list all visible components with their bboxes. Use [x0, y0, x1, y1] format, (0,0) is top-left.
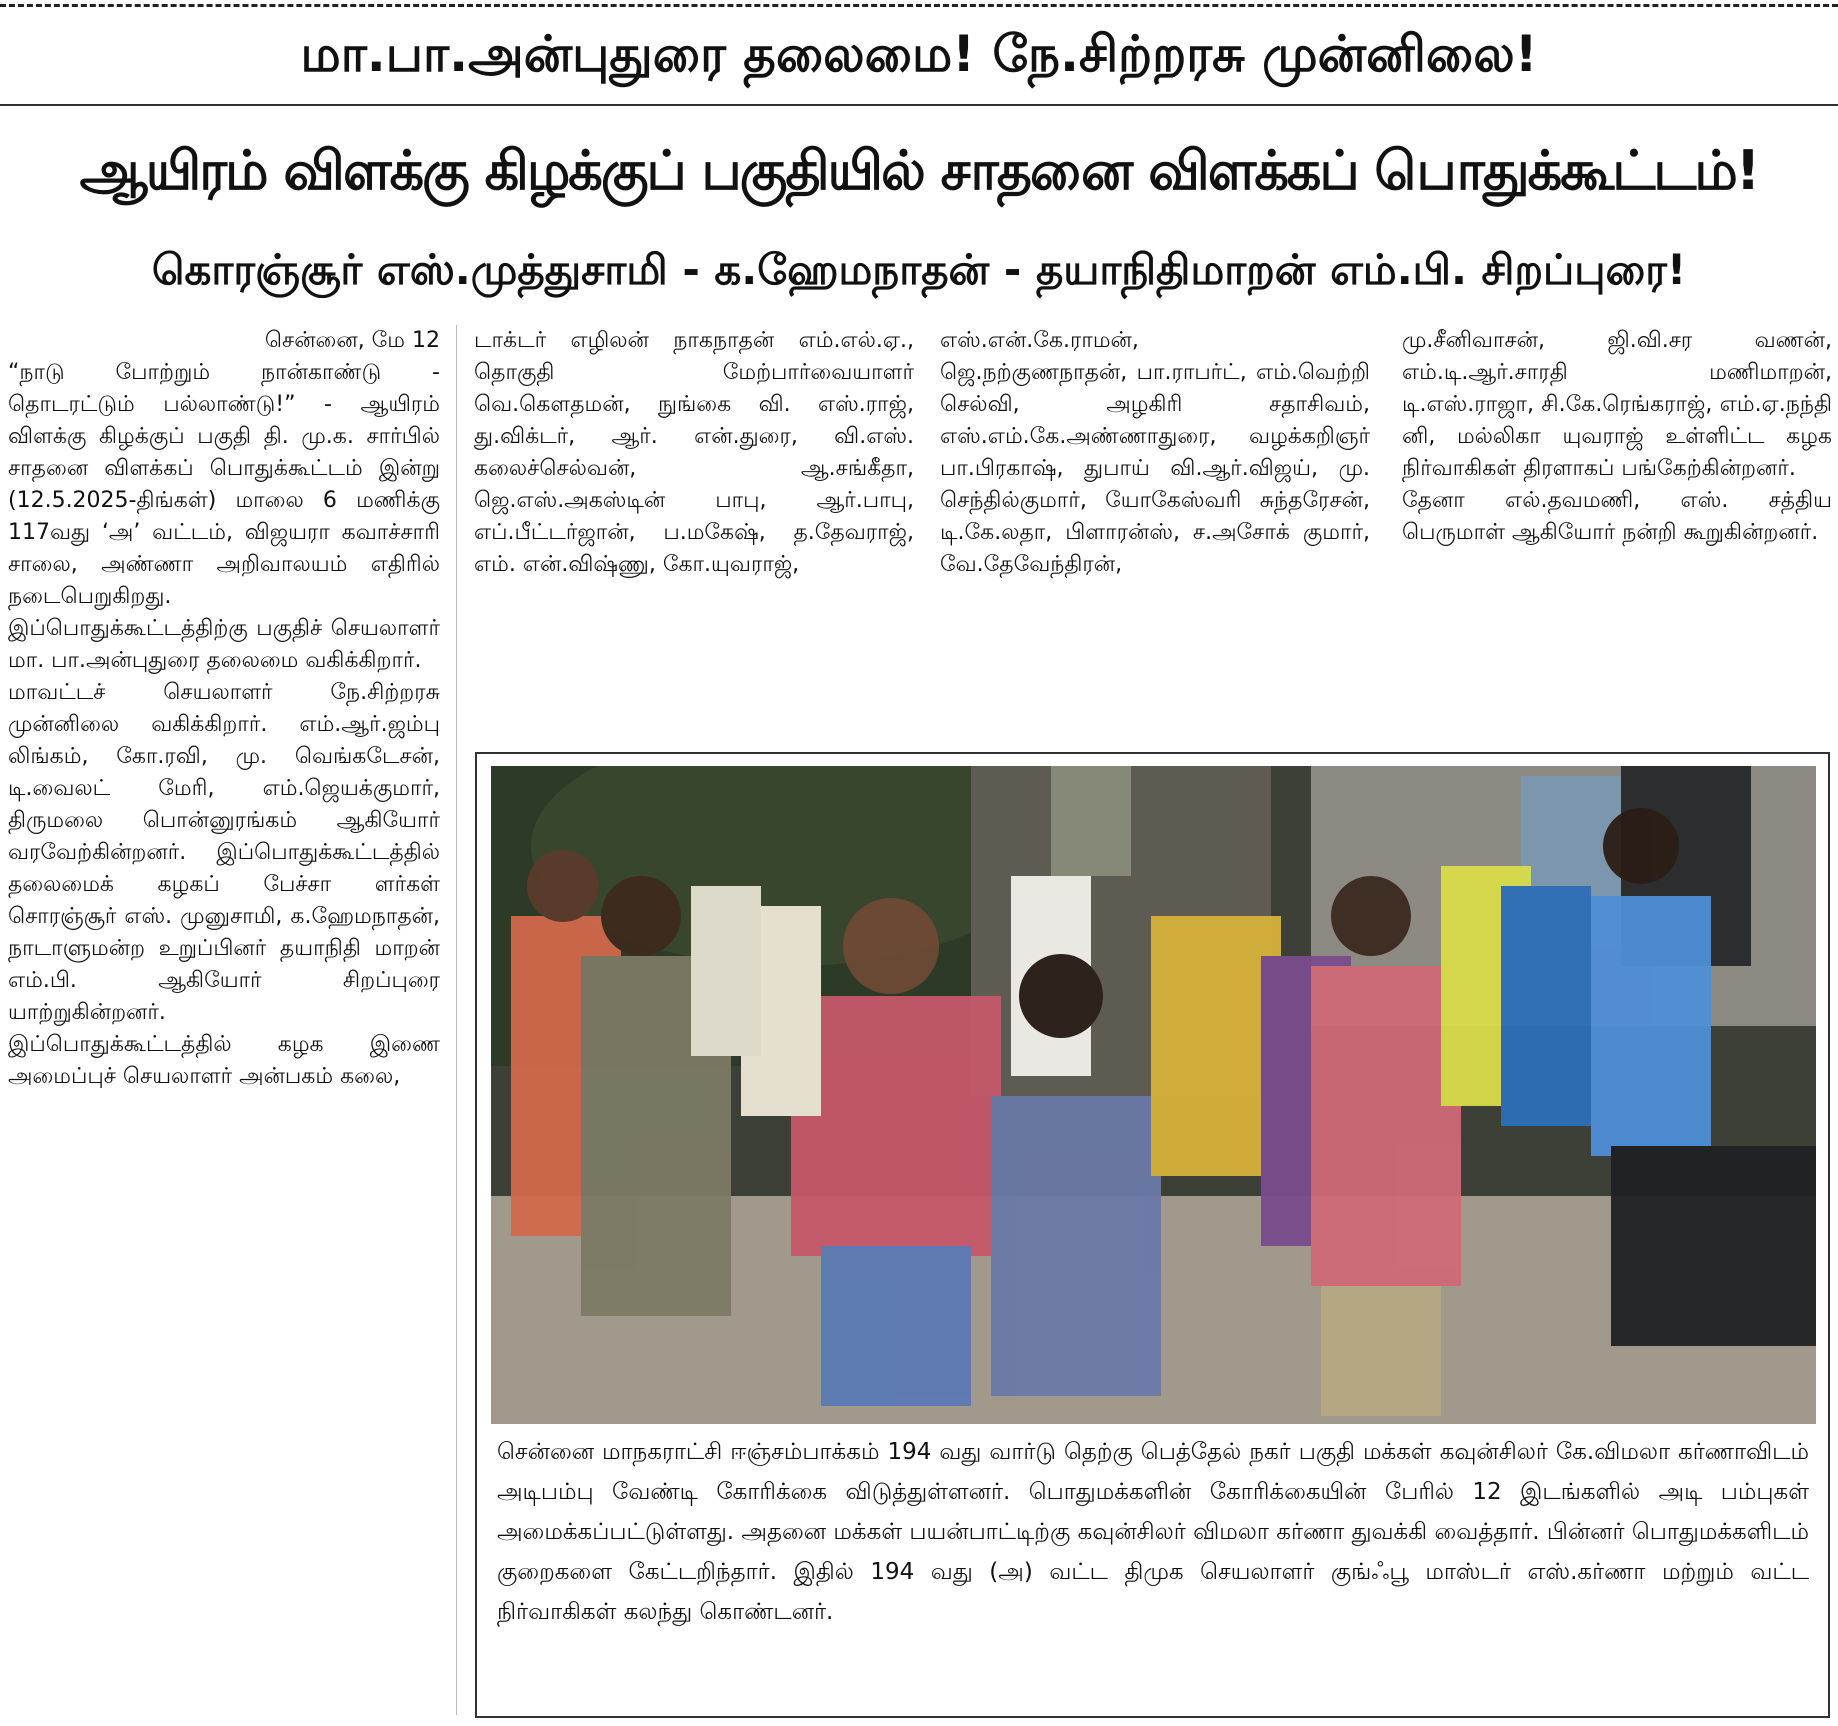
article-column-4: மு.சீனிவாசன், ஜி.வி.சர வணன், எம்.டி.ஆர்.சாரதி மணிமாறன், டி.எஸ்.ராஜா, சி.கே.ரெங்கராஜ், எம்.ஏ.நந்தி னி, மல்லிகா யுவராஜ் உள்ளிட்ட கழக நிர்வாகிகள் திரளாகப் பங்கேற்கின்றனர். தேனா எல்.தவமணி, எஸ். சத்திய பெருமாள் ஆகியோர் நன்றி கூறுகின்றனர்.: [1402, 328, 1832, 545]
dateline: சென்னை, மே 12: [264, 328, 440, 353]
article-column-1: [8, 325, 440, 1093]
headline-sub: கொரஞ்சூர் எஸ்.முத்துசாமி - க.ஹேமநாதன் - தயாநிதிமாறன் எம்.பி. சிறப்புரை!: [151, 245, 1687, 294]
headline-main: ஆயிரம் விளக்கு கிழக்குப் பகுதியில் சாதனை விளக்கப் பொதுக்கூட்டம்!: [79, 139, 1759, 202]
column-divider: [456, 325, 457, 1715]
headline-top: மா.பா.அன்புதுரை தலைமை! நே.சிற்றரசு முன்னிலை!: [300, 25, 1538, 83]
article-column-3: எஸ்.என்.கே.ராமன், ஜெ.நற்குணநாதன், பா.ராபர்ட், எம்.வெற்றி செல்வி, அழகிரி சதாசிவம், எஸ்.எம்.கே.அண்ணாதுரை, வழக்கறிஞர் பா.பிரகாஷ், துபாய் வி.ஆர்.விஜய், மு. செந்தில்குமார், யோகேஸ்வரி சுந்தரேசன், டி.கே.லதா, பிளாரன்ஸ், ச.அசோக் குமார், வே.தேவேந்திரன்,: [940, 328, 1370, 577]
top-dashed-border: [0, 4, 1838, 7]
crowd-photo-illustration: [491, 766, 1816, 1424]
article-column-2: டாக்டர் எழிலன் நாகநாதன் எம்.எல்.ஏ., தொகுதி மேற்பார்வையாளர் வெ.கௌதமன், நுங்கை வி. எஸ்.ராஜ், து.விக்டர், ஆர். என்.துரை, வி.எஸ். கலைச்செல்வன், ஆ.சங்கீதா, ஜெ.எஸ்.அகஸ்டின் பாபு, ஆர்.பாபு, எப்.பீட்டர்ஜான், ப.மகேஷ், த.தேவராஜ், எம். என்.விஷ்ணு, கோ.யுவராஜ்,: [474, 328, 914, 577]
headline-divider: [0, 104, 1838, 106]
news-photo: [491, 766, 1816, 1424]
photo-box: [475, 752, 1830, 1718]
article-column-1-text: “நாடு போற்றும் நான்காண்டு - தொடரட்டும் பல்லாண்டு!” - ஆயிரம் விளக்கு கிழக்குப் பகுதி தி. மு.க. சார்பில் சாதனை விளக்கப் பொதுக்கூட்டம் இன்று (12.5.2025-திங்கள்) மாலை 6 மணிக்கு 117வது ‘அ’ வட்டம், விஜயரா கவாச்சாரி சாலை, அண்ணா அறிவாலயம் எதிரில் நடைபெறுகிறது. இப்பொதுக்கூட்டத்திற்கு பகுதிச் செயலாளர் மா. பா.அன்புதுரை தலைமை வகிக்கிறார். மாவட்டச் செயலாளர் நே.சிற்றரசு முன்னிலை வகிக்கிறார். எம்.ஆர்.ஜம்பு லிங்கம், கோ.ரவி, மு. வெங்கடேசன், டி.வைலட் மேரி, எம்.ஜெயக்குமார், திருமலை பொன்னுரங்கம் ஆகியோர் வரவேற்கின்றனர். இப்பொதுக்கூட்டத்தில் தலைமைக் கழகப் பேச்சா ளர்கள் சொரஞ்சூர் எஸ். முனுசாமி, க.ஹேமநாதன், நாடாளுமன்ற உறுப்பினர் தயாநிதி மாறன் எம்.பி. ஆகியோர் சிறப்புரை யாற்றுகின்றனர். இப்பொதுக்கூட்டத்தில் கழக இணை அமைப்புச் செயலாளர் அன்பகம் கலை,: [8, 360, 440, 1089]
photo-caption: சென்னை மாநகராட்சி ஈஞ்சம்பாக்கம் 194 வது வார்டு தெற்கு பெத்தேல் நகர் பகுதி மக்கள் கவுன்சிலர் கே.விமலா கர்ணாவிடம் அடிபம்பு வேண்டி கோரிக்கை விடுத்துள்ளனர். பொதுமக்களின் கோரிக்கையின் பேரில் 12 இடங்களில் அடி பம்புகள் அமைக்கப்பட்டுள்ளது. அதனை மக்கள் பயன்பாட்டிற்கு கவுன்சிலர் விமலா கர்ணா துவக்கி வைத்தார். பின்னர் பொதுமக்களிடம் குறைகளை கேட்டறிந்தார். இதில் 194 வது (அ) வட்ட திமுக செயலாளர் குங்ஃபூ மாஸ்டர் எஸ்.கர்ணா மற்றும் வட்ட நிர்வாகிகள் கலந்து கொண்டனர்.: [497, 1439, 1809, 1625]
